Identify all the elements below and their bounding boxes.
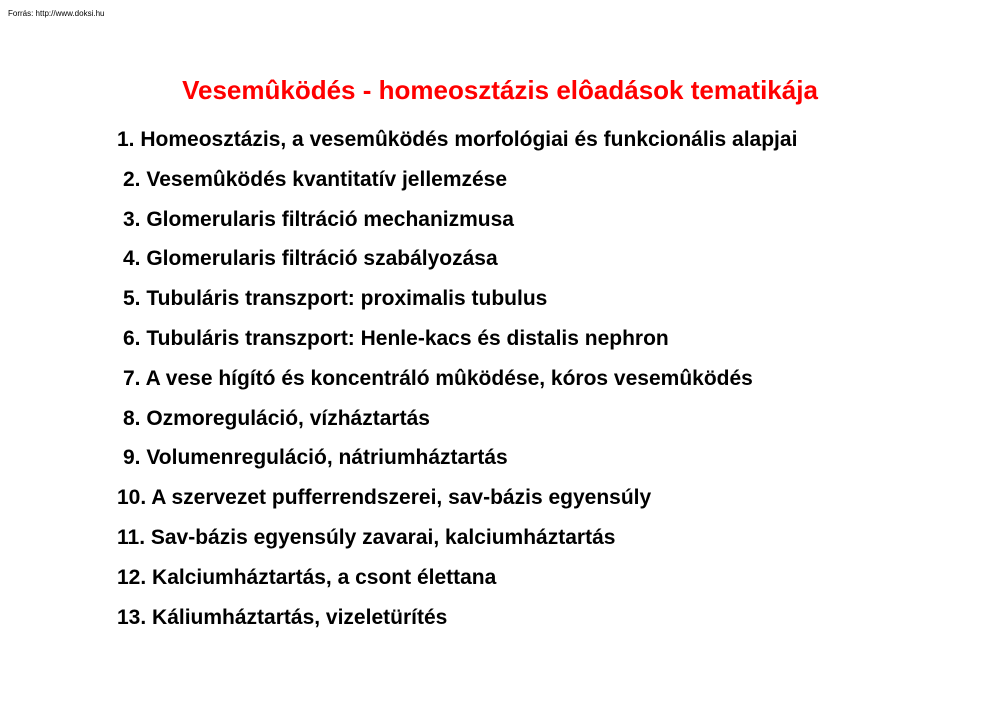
topic-item-13: 13. Káliumháztartás, vizeletürítés	[117, 605, 448, 629]
topic-item-3: 3. Glomerularis filtráció mechanizmusa	[123, 207, 514, 231]
topic-item-10: 10. A szervezet pufferrendszerei, sav-bázis egyensúly	[117, 486, 652, 510]
topic-item-5: 5. Tubuláris transzport: proximalis tubulus	[123, 287, 548, 311]
topic-item-2: 2. Vesemûködés kvantitatív jellemzése	[123, 167, 508, 191]
topic-item-1: 1. Homeosztázis, a vesemûködés morfológiai és funkcionális alapjai	[117, 128, 798, 151]
topic-item-8: 8. Ozmoreguláció, vízháztartás	[123, 406, 430, 430]
page-title: Vesemûködés - homeosztázis elôadások tematikája	[182, 75, 818, 105]
topic-item-7: 7. A vese hígító és koncentráló mûködése, kóros vesemûködés	[123, 366, 753, 390]
topic-item-12: 12. Kalciumháztartás, a csont élettana	[117, 565, 497, 589]
topic-item-6: 6. Tubuláris transzport: Henle-kacs és distalis nephron	[123, 326, 669, 350]
topic-item-4: 4. Glomerularis filtráció szabályozása	[123, 247, 498, 271]
topic-list	[117, 124, 797, 641]
topic-item-11: 11. Sav-bázis egyensúly zavarai, kalciumháztartás	[117, 525, 616, 549]
source-line: Forrás: http://www.doksi.hu	[8, 9, 105, 18]
topic-item-9: 9. Volumenreguláció, nátriumháztartás	[123, 446, 508, 470]
